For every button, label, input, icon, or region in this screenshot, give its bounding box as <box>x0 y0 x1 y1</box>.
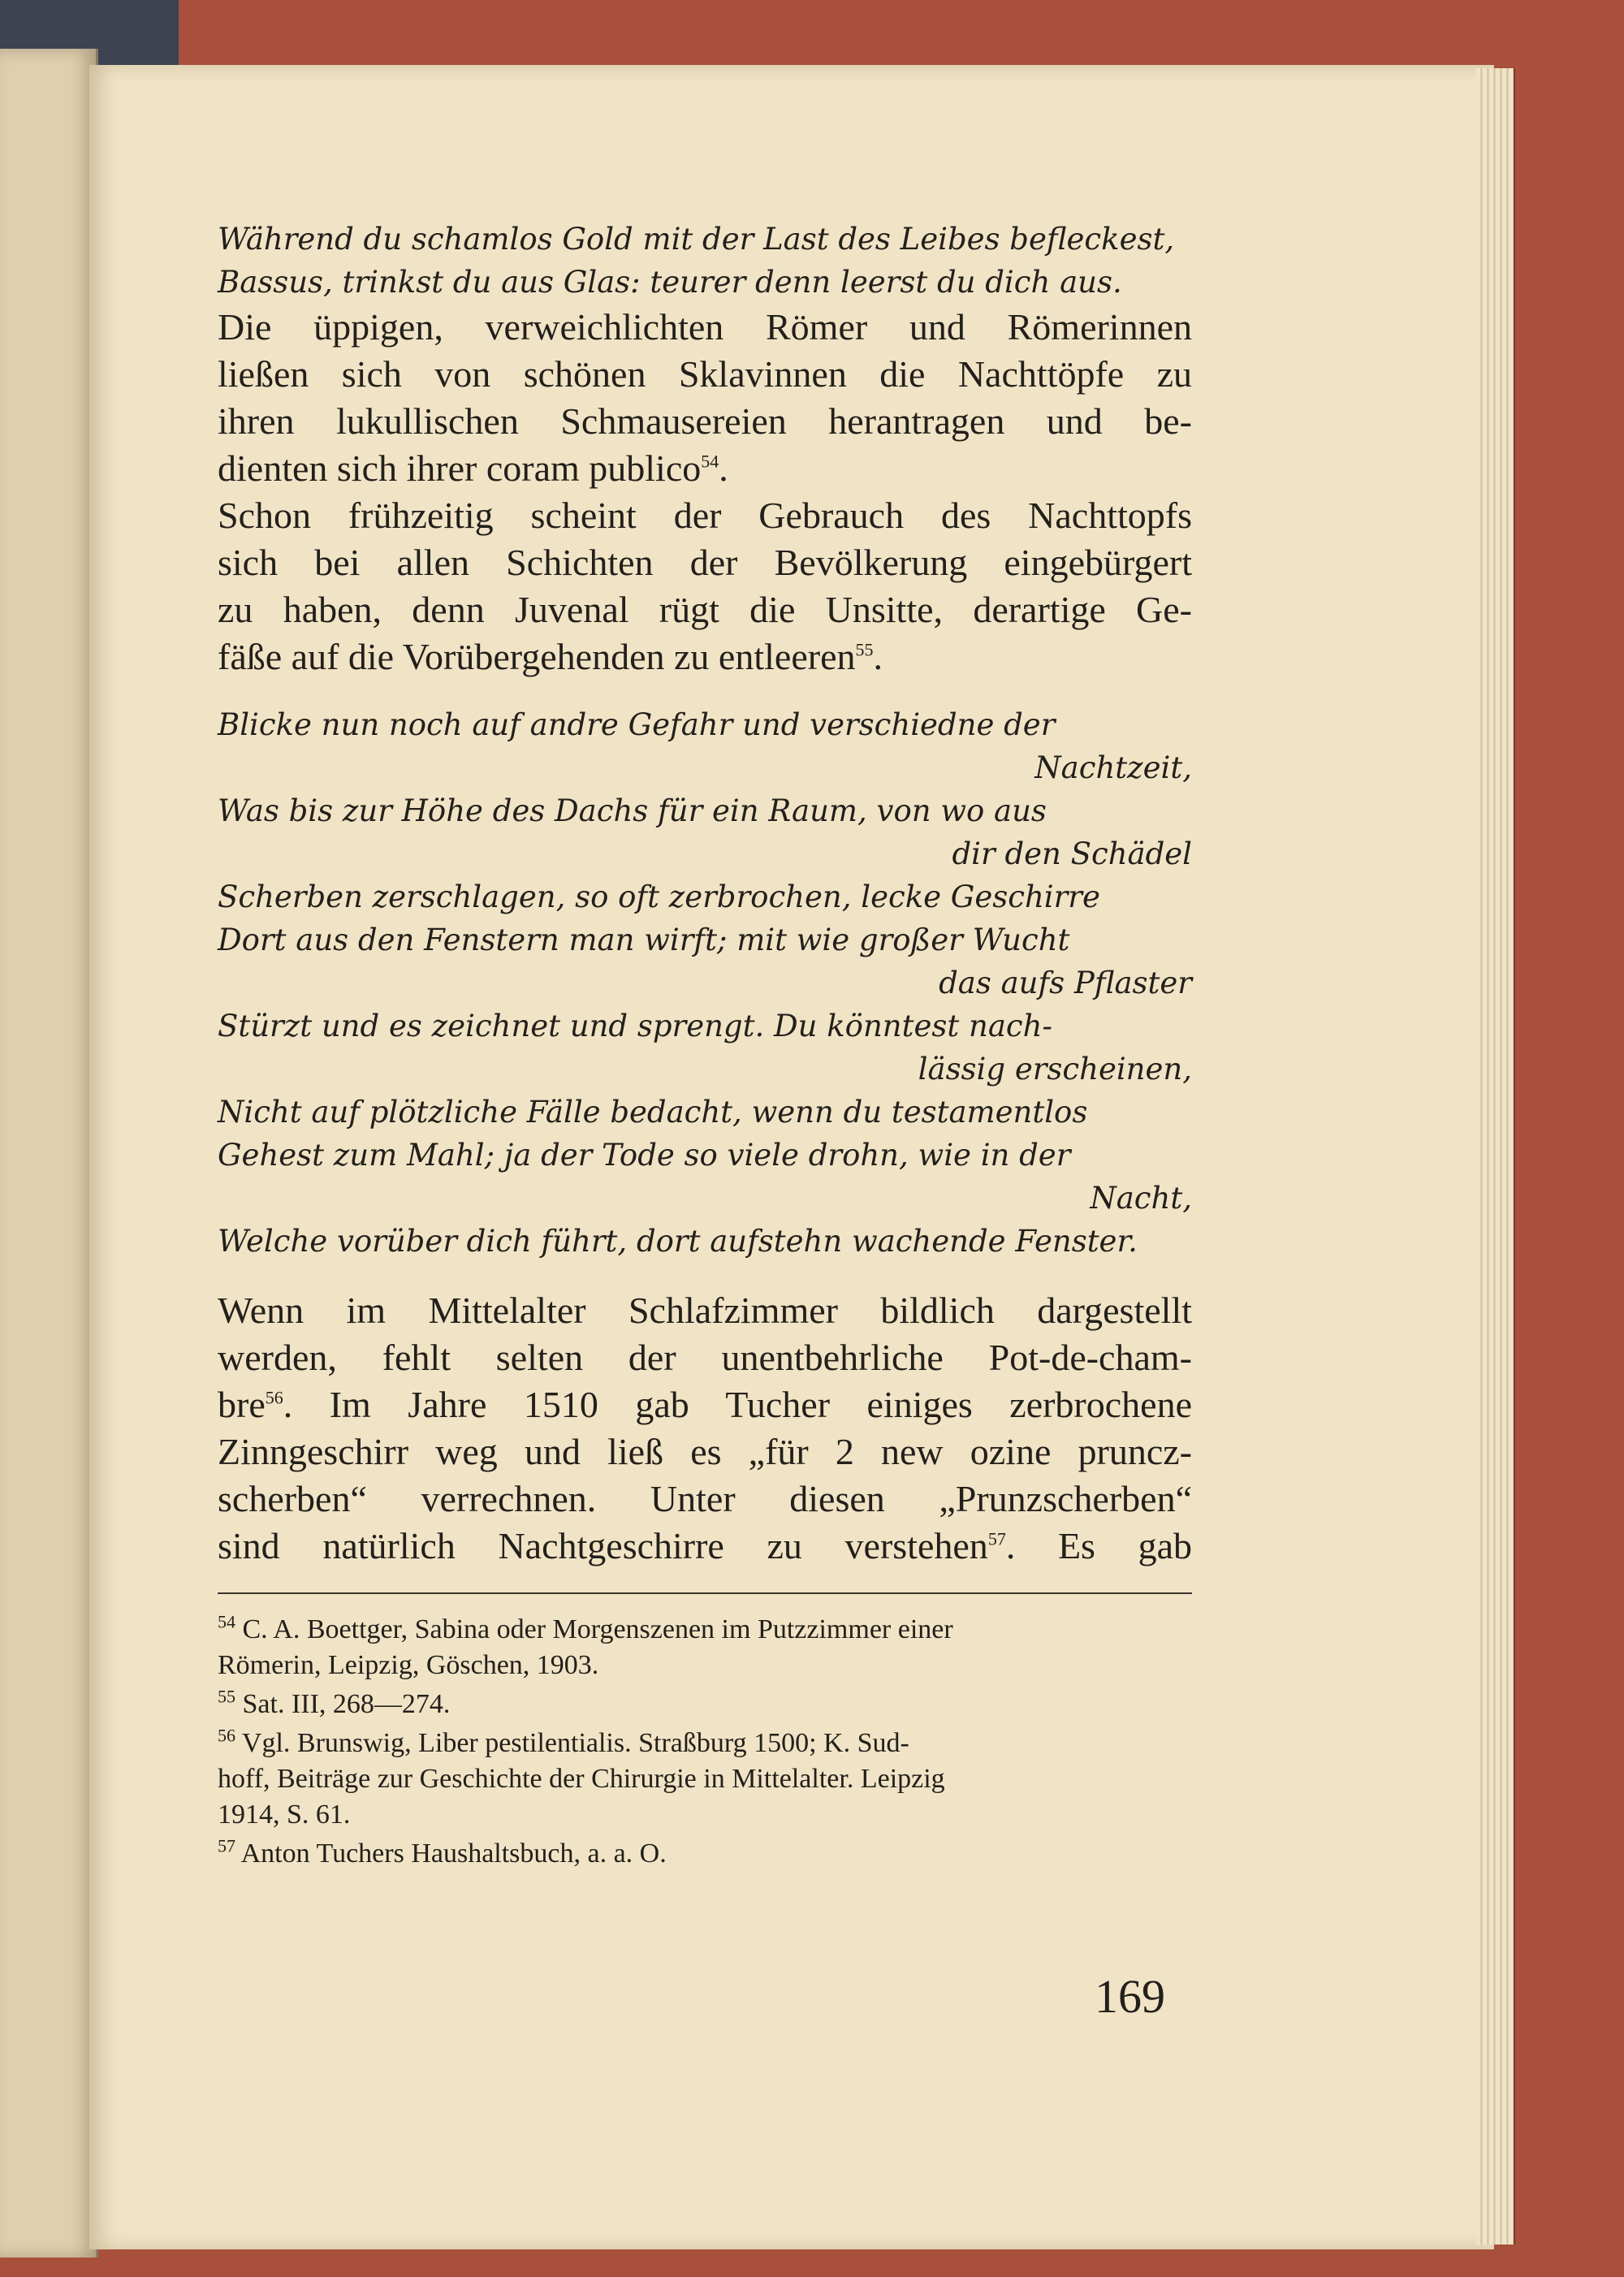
text-line: sind natürlich Nachtgeschirre zu verstehen$^{57}$. Es gab <box>218 1525 1193 1566</box>
text-line: Schon frühzeitig scheint der Gebrauch des Nachttopfs <box>218 495 1192 536</box>
poem-line: Stürzt und es zeichnet und sprengt. Du könntest nach- <box>218 1009 1052 1043</box>
poem-line-continuation: Nachtzeit, <box>1034 750 1192 785</box>
footnote-text: Vgl. Brunswig, Liber pestilentialis. Straßburg 1500; K. Sud- <box>241 1728 909 1758</box>
poem-line-continuation: dir den Schädel <box>952 836 1192 871</box>
text-line: sich bei allen Schichten der Bevölkerung eingebürgert <box>218 542 1192 583</box>
text-line: fäße auf die Vorübergehenden zu entleeren$^{55}$. <box>218 636 883 677</box>
footnote <box>218 1726 1192 1833</box>
text-line: scherben“ verrechnen. Unter diesen „Prunzscherben“ <box>218 1478 1192 1519</box>
paragraph-1 <box>218 304 1192 492</box>
juvenal-quote <box>218 703 1192 1263</box>
text-line: Zinngeschirr weg und ließ es „für 2 new ozine pruncz- <box>218 1431 1192 1472</box>
poem-line: Gehest zum Mahl; ja der Tode so viele drohn, wie in der <box>218 1138 1071 1173</box>
poem-line-continuation: Nacht, <box>1090 1181 1192 1216</box>
text-line: dienten sich ihrer coram publico$^{54}$. <box>218 447 728 489</box>
epigram-line: Während du schamlos Gold mit der Last des Leibes befleckest, <box>218 222 1175 257</box>
footnote-number: 57 <box>218 1835 235 1856</box>
epigram-line: Bassus, trinkst du aus Glas: teurer denn leerst du dich aus. <box>218 265 1122 300</box>
poem-line: Scherben zerschlagen, so oft zerbrochen, lecke Geschirre <box>218 879 1100 914</box>
footnote-ref: 54 <box>701 451 719 472</box>
left-page-sliver <box>0 49 98 2258</box>
text-line: ließen sich von schönen Sklavinnen die Nachttöpfe zu <box>218 353 1192 395</box>
footnote-text: Römerin, Leipzig, Göschen, 1903. <box>218 1650 599 1680</box>
footnote-text: hoff, Beiträge zur Geschichte der Chirurgie in Mittelalter. Leipzig <box>218 1764 945 1794</box>
footnote-divider <box>218 1592 1192 1594</box>
footnote-text: C. A. Boettger, Sabina oder Morgenszenen im Putzzimmer einer <box>242 1614 953 1644</box>
poem-line: Welche vorüber dich führt, dort aufstehn wachende Fenster. <box>218 1224 1138 1259</box>
poem-line-continuation: das aufs Pflaster <box>939 966 1192 1000</box>
poem-line-continuation: lässig erscheinen, <box>918 1052 1192 1087</box>
footnote-text: Sat. III, 268—274. <box>242 1689 451 1719</box>
footnote-text: 1914, S. 61. <box>218 1800 351 1830</box>
footnote-number: 55 <box>218 1686 235 1707</box>
text-line: Wenn im Mittelalter Schlafzimmer bildlich dargestellt <box>218 1290 1192 1331</box>
page-number: 169 <box>1095 1970 1165 2023</box>
paragraph-3 <box>218 1287 1192 1570</box>
epigram <box>218 218 1192 304</box>
footnote-text: Anton Tuchers Haushaltsbuch, a. a. O. <box>240 1838 667 1869</box>
footnotes <box>218 1612 1192 1872</box>
text-line: zu haben, denn Juvenal rügt die Unsitte, derartige Ge- <box>218 589 1192 630</box>
poem-line: Dort aus den Fenstern man wirft; mit wie großer Wucht <box>218 922 1070 957</box>
paragraph-2 <box>218 492 1192 681</box>
footnote-ref: 55 <box>855 639 874 660</box>
page-edges <box>1476 68 1515 2245</box>
text-line: ihren lukullischen Schmausereien herantragen und be- <box>218 400 1192 442</box>
footnote <box>218 1612 1192 1683</box>
page-text <box>218 218 1192 1875</box>
poem-line: Was bis zur Höhe des Dachs für ein Raum, von wo aus <box>218 793 1047 828</box>
text-line: Die üppigen, verweichlichten Römer und Römerinnen <box>218 306 1192 348</box>
footnote-number: 56 <box>218 1725 235 1746</box>
footnote-number: 54 <box>218 1611 235 1632</box>
poem-line: Blicke nun noch auf andre Gefahr und verschiedne der <box>218 707 1056 742</box>
footnote-ref: 57 <box>987 1528 1006 1549</box>
text-line: werden, fehlt selten der unentbehrliche Pot-de-cham- <box>218 1337 1192 1378</box>
footnote <box>218 1687 1192 1722</box>
text-line: bre$^{56}$. Im Jahre 1510 gab Tucher einiges zerbrochene <box>218 1384 1192 1425</box>
poem-line: Nicht auf plötzliche Fälle bedacht, wenn du testamentlos <box>218 1095 1088 1130</box>
footnote <box>218 1836 1192 1872</box>
footnote-ref: 56 <box>265 1387 283 1408</box>
